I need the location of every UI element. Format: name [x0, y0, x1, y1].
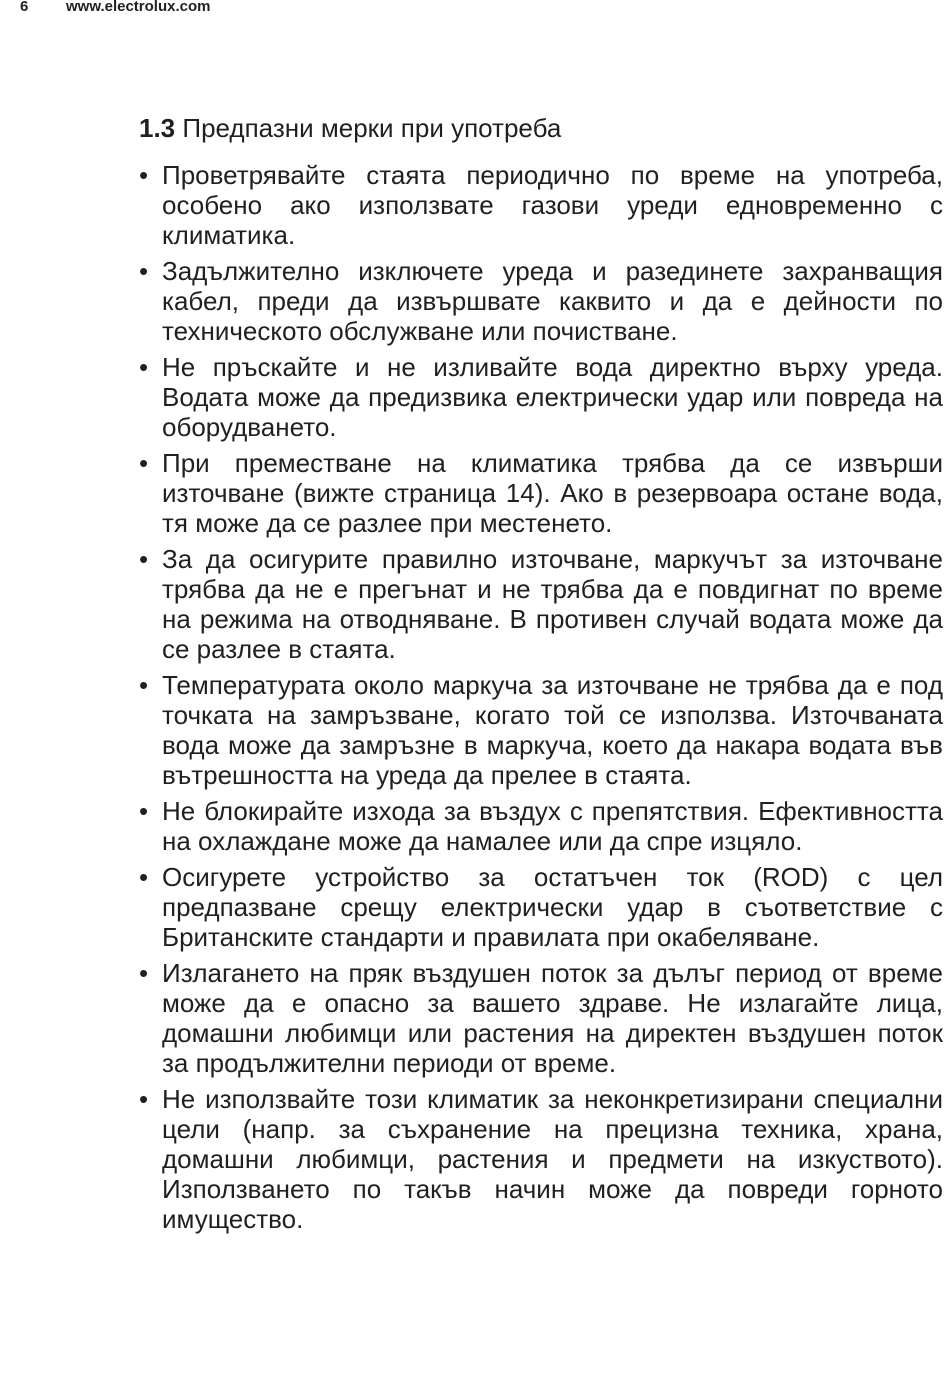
- list-item: • Проветрявайте стаята периодично по време на употреба, особено ако използвате газови уреди едновременно с климатика.: [139, 160, 943, 250]
- website-url: www.electrolux.com: [66, 0, 211, 15]
- list-item: • Задължително изключете уреда и разединете захранващия кабел, преди да извършвате каквито и да е дейности по техническото обслужване или почистване.: [139, 256, 943, 346]
- section-heading: [139, 110, 943, 146]
- main-content: [139, 110, 943, 1240]
- list-item: • При преместване на климатика трябва да се извърши източване (вижте страница 14). Ако в резервоара остане вода, тя може да се разлее при местенето.: [139, 448, 943, 538]
- list-item: • Не блокирайте изхода за въздух с препятствия. Ефективността на охлаждане може да намалее или да спре изцяло.: [139, 796, 943, 856]
- list-item: • Осигурете устройство за остатъчен ток (ROD) с цел предпазване срещу електрически удар в съответствие с Британските стандарти и правилата при окабеляване.: [139, 862, 943, 952]
- list-item: • Излагането на пряк въздушен поток за дълъг период от време може да е опасно за вашето здраве. Не излагайте лица, домашни любимци или растения на директен въздушен поток за продължителни периоди от време.: [139, 958, 943, 1078]
- section-title: Предпазни мерки при употреба: [182, 113, 562, 143]
- page-number: 6: [20, 0, 29, 15]
- section-number: 1.3: [139, 113, 176, 143]
- list-item: • За да осигурите правилно източване, маркучът за източване трябва да не е прегънат и не трябва да е повдигнат по време на режима на отводняване. В противен случай водата може да се разлее в стаята.: [139, 544, 943, 664]
- precautions-list: [139, 160, 943, 1234]
- list-item: • Не използвайте този климатик за неконкретизирани специални цели (напр. за съхранение на прецизна техника, храна, домашни любимци, растения и предмети на изкуството). Използването по такъв начин може да повреди горното имущество.: [139, 1084, 943, 1234]
- list-item: • Температурата около маркуча за източване не трябва да е под точката на замръзване, когато той се използва. Източваната вода може да замръзне в маркуча, което да накара водата във вътрешността на уреда да прелее в стаята.: [139, 670, 943, 790]
- list-item: • Не пръскайте и не изливайте вода директно върху уреда. Водата може да предизвика електрически удар или повреда на оборудването.: [139, 352, 943, 442]
